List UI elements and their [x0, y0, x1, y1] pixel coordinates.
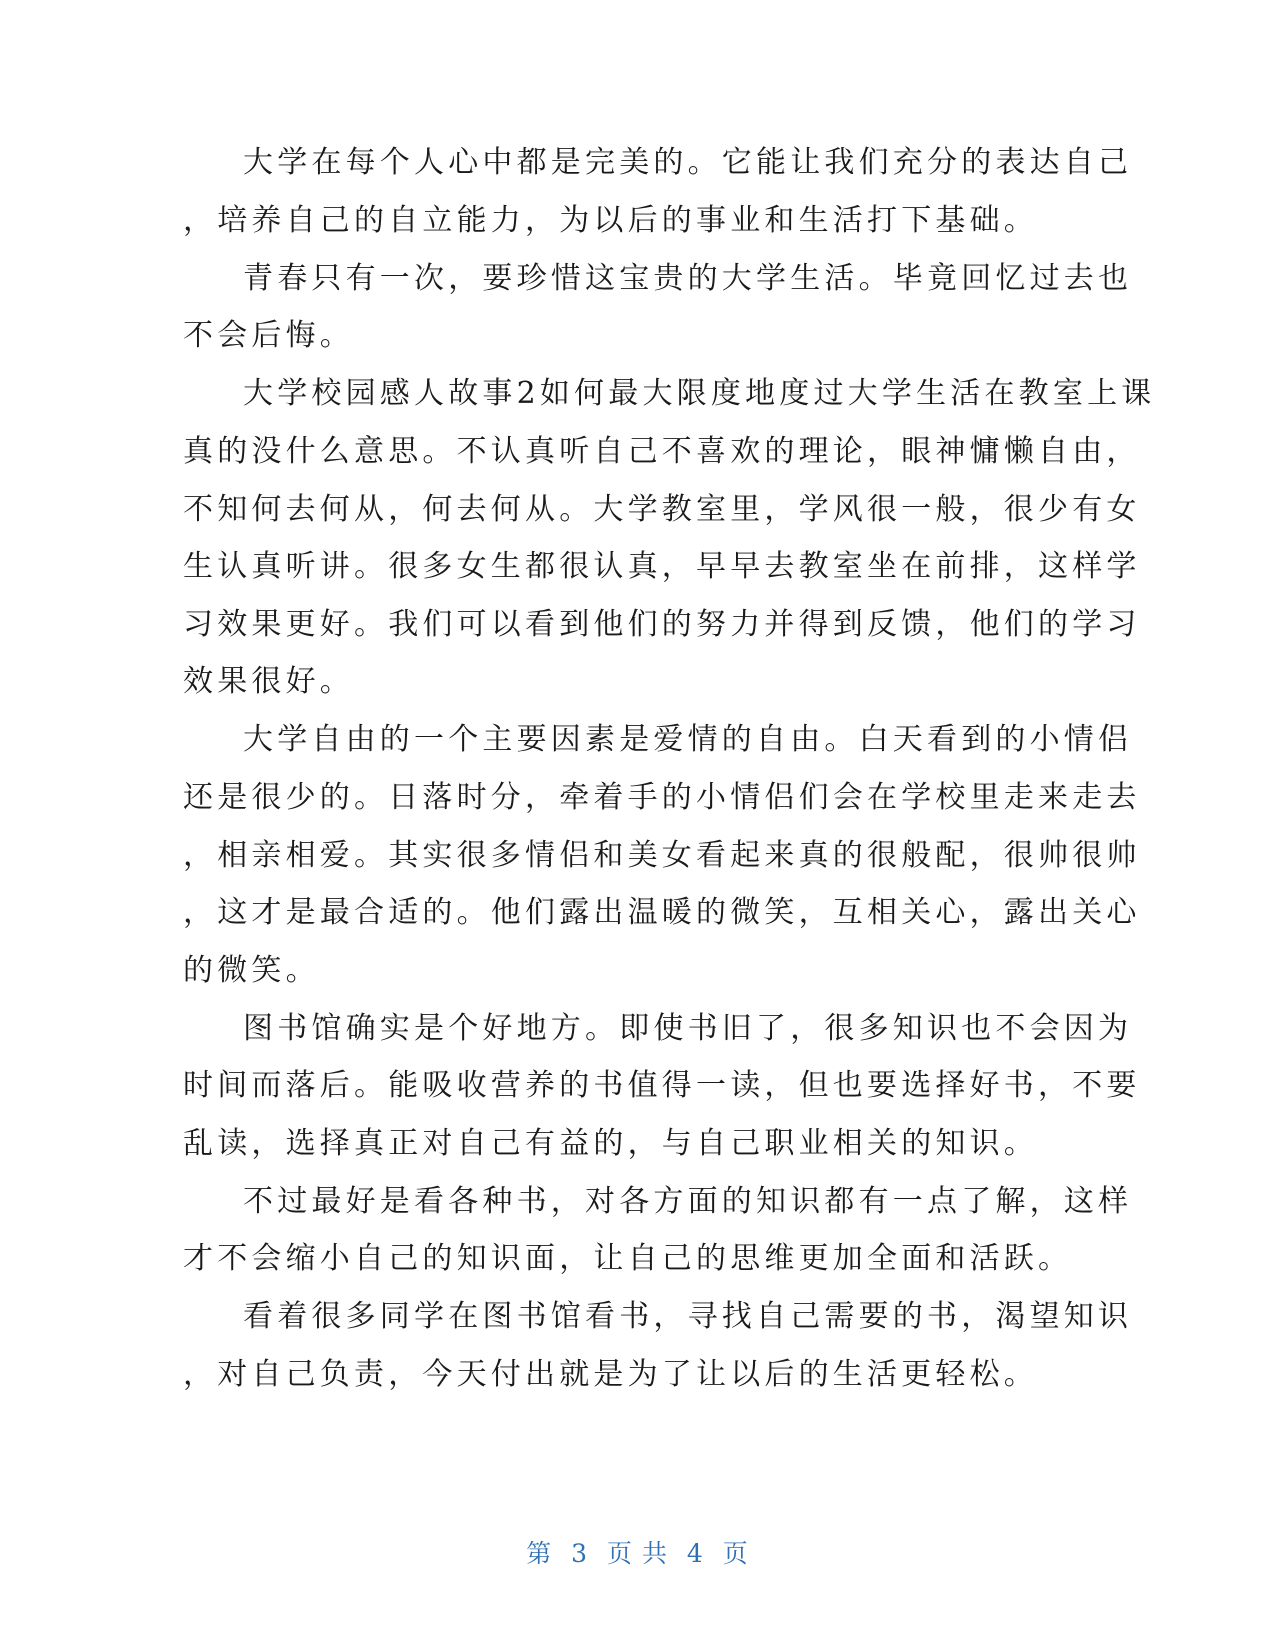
text-line: 时间而落后。能吸收营养的书值得一读，但也要选择好书，不要 [183, 1068, 1141, 1103]
current-page-number: 3 [571, 1539, 589, 1568]
text-line: ，这才是最合适的。他们露出温暖的微笑，互相关心，露出关心 [183, 895, 1141, 930]
text-line: 乱读，选择真正对自己有益的，与自己职业相关的知识。 [183, 1126, 1038, 1161]
text-line: ，对自己负责，今天付出就是为了让以后的生活更轻松。 [183, 1357, 1038, 1392]
text-line: 不会后悔。 [183, 318, 354, 353]
footer-middle: 页 共 [607, 1539, 668, 1568]
text-line: 还是很少的。日落时分，牵着手的小情侣们会在学校里走来走去 [183, 780, 1141, 815]
text-line: 大学在每个人心中都是完美的。它能让我们充分的表达自己 [243, 145, 1133, 180]
text-line: 看着很多同学在图书馆看书，寻找自己需要的书，渴望知识 [243, 1299, 1133, 1334]
text-line: 真的没什么意思。不认真听自己不喜欢的理论，眼神慵懒自由， [183, 434, 1141, 469]
page-footer [0, 1538, 1275, 1570]
text-line: ，培养自己的自立能力，为以后的事业和生活打下基础。 [183, 203, 1038, 238]
footer-suffix: 页 [722, 1539, 749, 1568]
text-line: ，相亲相爱。其实很多情侣和美女看起来真的很般配，很帅很帅 [183, 838, 1141, 873]
text-line: 不知何去何从，何去何从。大学教室里，学风很一般，很少有女 [183, 492, 1141, 527]
text-line: 的微笑。 [183, 953, 320, 988]
text-line: 生认真听讲。很多女生都很认真，早早去教室坐在前排，这样学 [183, 549, 1141, 584]
total-pages-number: 4 [686, 1539, 704, 1568]
text-line: 青春只有一次，要珍惜这宝贵的大学生活。毕竟回忆过去也 [243, 261, 1133, 296]
text-line: 习效果更好。我们可以看到他们的努力并得到反馈，他们的学习 [183, 607, 1141, 642]
text-line: 图书馆确实是个好地方。即使书旧了，很多知识也不会因为 [243, 1011, 1133, 1046]
text-line: 效果很好。 [183, 664, 354, 699]
text-line: 不过最好是看各种书，对各方面的知识都有一点了解，这样 [243, 1184, 1133, 1219]
text-line: 才不会缩小自己的知识面，让自己的思维更加全面和活跃。 [183, 1241, 1073, 1276]
text-line: 大学校园感人故事2如何最大限度地度过大学生活在教室上课 [243, 376, 1156, 411]
text-line: 大学自由的一个主要因素是爱情的自由。白天看到的小情侣 [243, 722, 1133, 757]
footer-prefix: 第 [526, 1539, 553, 1568]
